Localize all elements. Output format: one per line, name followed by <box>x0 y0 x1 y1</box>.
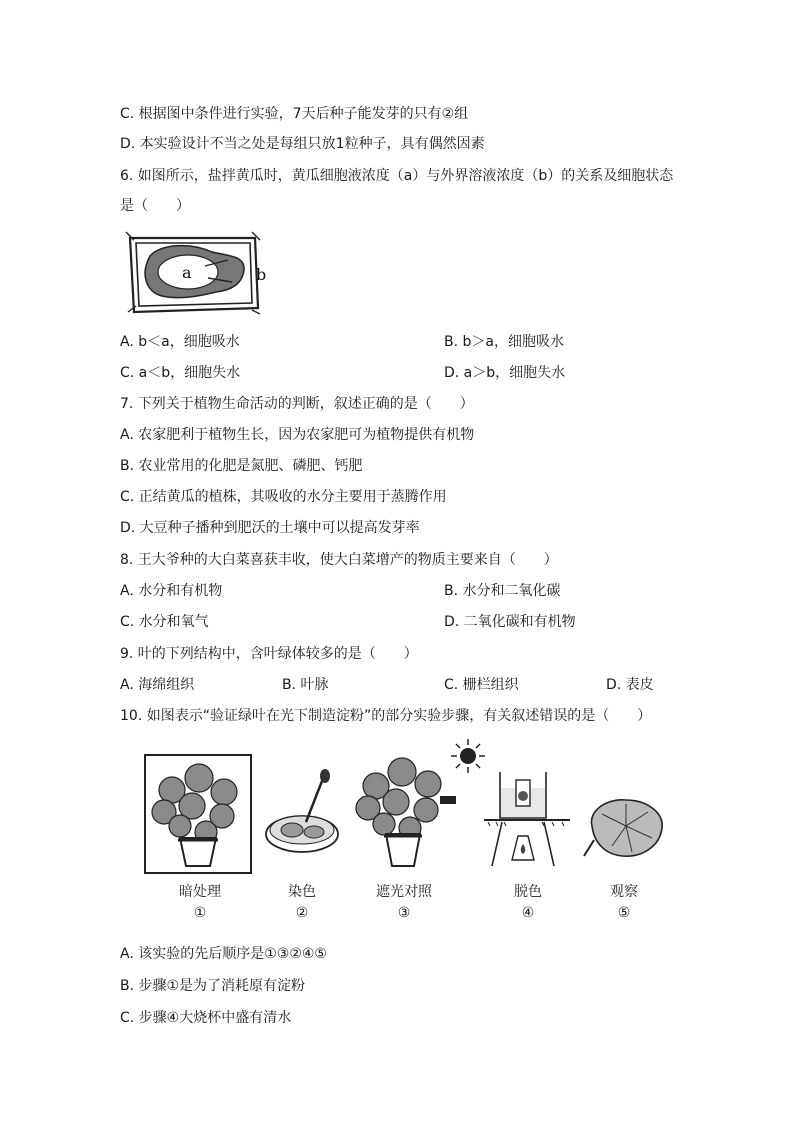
q6-option-c: C. a＜b，细胞失水 <box>120 365 241 381</box>
question-6-stem-cont: 是（ ） <box>120 198 190 214</box>
step-3-name: 遮光对照 <box>376 884 432 900</box>
q7-option-c: C. 正结黄瓜的植株，其吸收的水分主要用于蒸腾作用 <box>120 489 447 505</box>
step-2-name: 染色 <box>288 884 316 900</box>
q6-option-d: D. a＞b，细胞失水 <box>444 365 566 381</box>
q6-option-b: B. b＞a，细胞吸水 <box>444 334 564 350</box>
observation-leaf-figure <box>582 796 668 862</box>
q8-option-b: B. 水分和二氧化碳 <box>444 583 561 599</box>
label-b: b <box>256 265 267 284</box>
step-1-name: 暗处理 <box>179 884 221 900</box>
question-8-stem: 8. 王大爷种的大白菜喜获丰收，使大白菜增产的物质主要来自（ ） <box>120 552 558 568</box>
cell-diagram <box>120 226 270 318</box>
step-5-num: ⑤ <box>617 905 631 921</box>
step-3-num: ③ <box>397 905 411 921</box>
q7-option-b: B. 农业常用的化肥是氮肥、磷肥、钙肥 <box>120 458 363 474</box>
q7-option-d: D. 大豆种子播种到肥沃的土壤中可以提高发芽率 <box>120 520 420 536</box>
step-1-num: ① <box>193 905 207 921</box>
question-10-stem: 10. 如图表示“验证绿叶在光下制造淀粉”的部分实验步骤，有关叙述错误的是（ ） <box>120 708 652 724</box>
q9-option-b: B. 叶脉 <box>282 677 329 693</box>
q10-option-a: A. 该实验的先后顺序是①③②④⑤ <box>120 946 327 962</box>
step-4-num: ④ <box>521 905 535 921</box>
staining-figure <box>262 768 344 862</box>
decolorizing-figure <box>482 766 572 870</box>
step-2-num: ② <box>295 905 309 921</box>
q10-option-c: C. 步骤④大烧杯中盛有清水 <box>120 1010 292 1026</box>
question-7-stem: 7. 下列关于植物生命活动的判断，叙述正确的是（ ） <box>120 396 474 412</box>
q10-option-b: B. 步骤①是为了消耗原有淀粉 <box>120 978 306 994</box>
question-9-stem: 9. 叶的下列结构中，含叶绿体较多的是（ ） <box>120 646 418 662</box>
q9-option-a: A. 海绵组织 <box>120 677 195 693</box>
option-5c: C. 根据图中条件进行实验，7天后种子能发芽的只有②组 <box>120 106 469 122</box>
q8-option-a: A. 水分和有机物 <box>120 583 223 599</box>
q6-option-a: A. b＜a，细胞吸水 <box>120 334 240 350</box>
question-6-stem: 6. 如图所示，盐拌黄瓜时，黄瓜细胞液浓度（a）与外界溶液浓度（b）的关系及细胞状态 <box>120 168 674 184</box>
q9-option-c: C. 栅栏组织 <box>444 677 519 693</box>
dark-treatment-figure <box>144 754 252 874</box>
q8-option-c: C. 水分和氧气 <box>120 614 209 630</box>
q8-option-d: D. 二氧化碳和有机物 <box>444 614 576 630</box>
label-a: a <box>182 263 192 282</box>
option-5d: D. 本实验设计不当之处是每组只放1粒种子，具有偶然因素 <box>120 136 485 152</box>
q9-option-d: D. 表皮 <box>606 677 654 693</box>
step-5-name: 观察 <box>610 884 638 900</box>
sun-icon <box>450 738 486 774</box>
q7-option-a: A. 农家肥利于植物生长，因为农家肥可为植物提供有机物 <box>120 427 475 443</box>
step-4-name: 脱色 <box>514 884 542 900</box>
